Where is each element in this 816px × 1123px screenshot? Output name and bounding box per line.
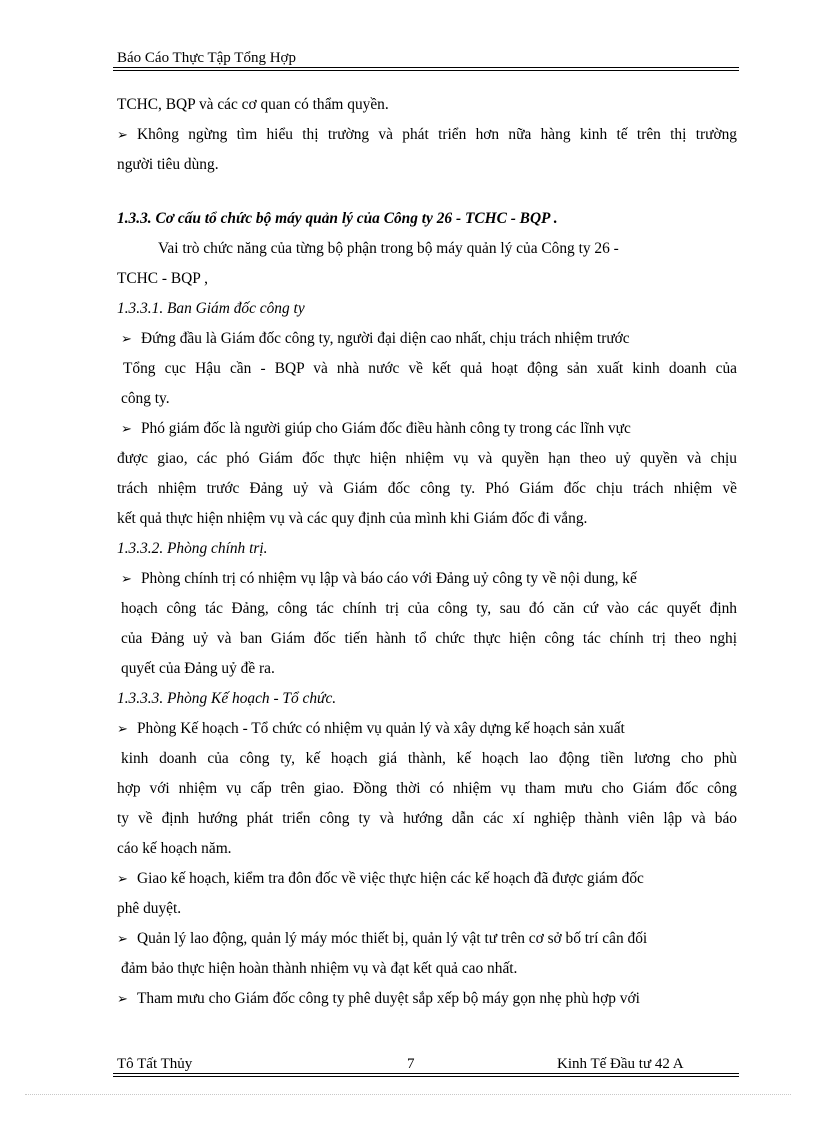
paragraph-line: cáo kế hoạch năm. (117, 840, 232, 857)
bullet-line (117, 984, 640, 1014)
bullet-line (117, 120, 737, 150)
paragraph-line: Phó giám đốc là người giúp cho Giám đốc điều hành công ty trong các lĩnh vực (141, 420, 631, 437)
paragraph-line: Phòng chính trị có nhiệm vụ lập và báo cáo với Đảng uỷ công ty về nội dung, kế (141, 570, 637, 587)
paragraph-line: Vai trò chức năng của từng bộ phận trong bộ máy quản lý của Công ty 26 - (158, 240, 619, 257)
footer-page-number: 7 (407, 1056, 415, 1072)
paragraph-line: kinh doanh của công ty, kế hoạch giá thành, kế hoạch lao động tiền lương cho phù (121, 750, 737, 767)
arrow-bullet-icon: ➢ (117, 992, 128, 1007)
header-rule-top (113, 67, 739, 68)
paragraph-line: Không ngừng tìm hiểu thị trường và phát triển hơn nữa hàng kinh tế trên thị trường (137, 126, 737, 143)
paragraph-line: công ty. (121, 390, 170, 407)
arrow-bullet-icon: ➢ (117, 932, 128, 947)
bullet-line (121, 324, 630, 354)
paragraph-line: người tiêu dùng. (117, 156, 219, 173)
paragraph-line: ty về định hướng phát triển công ty và hướng dẫn các xí nghiệp thành viên lập và báo (117, 810, 737, 827)
section-heading: 1.3.3. Cơ cấu tổ chức bộ máy quản lý của Công ty 26 - TCHC - BQP . (117, 210, 558, 227)
header-title: Báo Cáo Thực Tập Tổng Hợp (117, 50, 296, 66)
bullet-line (117, 714, 625, 744)
footer-rule-bottom (113, 1076, 739, 1077)
paragraph-line: Phòng Kế hoạch - Tổ chức có nhiệm vụ quản lý và xây dựng kế hoạch sản xuất (137, 720, 625, 737)
footer-class: Kinh Tế Đầu tư 42 A (557, 1056, 684, 1072)
paragraph-line: đảm bảo thực hiện hoàn thành nhiệm vụ và đạt kết quả cao nhất. (121, 960, 518, 977)
paragraph-line: Tổng cục Hậu cần - BQP và nhà nước về kết quả hoạt động sản xuất kinh doanh của (123, 360, 737, 377)
arrow-bullet-icon: ➢ (117, 722, 128, 737)
paragraph-line: của Đảng uỷ và ban Giám đốc tiến hành tổ chức thực hiện công tác chính trị theo nghị (121, 630, 737, 647)
bullet-line (117, 864, 644, 894)
arrow-bullet-icon: ➢ (117, 128, 128, 143)
paragraph-line: Quản lý lao động, quản lý máy móc thiết bị, quản lý vật tư trên cơ sở bố trí cân đối (137, 930, 648, 947)
paragraph-line: kết quả thực hiện nhiệm vụ và các quy định của mình khi Giám đốc đi vắng. (117, 510, 588, 527)
footer-author: Tô Tất Thủy (117, 1056, 193, 1072)
arrow-bullet-icon: ➢ (121, 422, 132, 437)
bullet-line (121, 564, 637, 594)
paragraph-line: TCHC - BQP , (117, 270, 208, 287)
paragraph-line: quyết của Đảng uỷ đề ra. (121, 660, 275, 677)
footer-rule-top (113, 1073, 739, 1074)
arrow-bullet-icon: ➢ (121, 572, 132, 587)
bullet-line (117, 924, 647, 954)
paragraph-line: Giao kế hoạch, kiểm tra đôn đốc về việc thực hiện các kế hoạch đã được giám đốc (137, 870, 644, 887)
header-rule-bottom (113, 70, 739, 71)
paragraph-line: TCHC, BQP và các cơ quan có thẩm quyền. (117, 96, 389, 113)
paragraph-line: hợp với nhiệm vụ cấp trên giao. Đồng thời có nhiệm vụ tham mưu cho Giám đốc công (117, 780, 737, 797)
arrow-bullet-icon: ➢ (121, 332, 132, 347)
paragraph-line: Tham mưu cho Giám đốc công ty phê duyệt sắp xếp bộ máy gọn nhẹ phù hợp với (137, 990, 640, 1007)
paragraph-line: được giao, các phó Giám đốc thực hiện nhiệm vụ và quyền hạn theo uỷ quyền và chịu (117, 450, 737, 467)
bullet-line (121, 414, 631, 444)
paragraph-line: Đứng đầu là Giám đốc công ty, người đại diện cao nhất, chịu trách nhiệm trước (141, 330, 630, 347)
paragraph-line: hoạch công tác Đảng, công tác chính trị của công ty, sau đó căn cứ vào các quyết định (121, 600, 737, 617)
paragraph-line: phê duyệt. (117, 900, 182, 917)
page-break-line (25, 1094, 791, 1095)
arrow-bullet-icon: ➢ (117, 872, 128, 887)
subsection-heading: 1.3.3.2. Phòng chính trị. (117, 540, 268, 557)
paragraph-line: trách nhiệm trước Đảng uỷ và Giám đốc công ty. Phó Giám đốc chịu trách nhiệm về (117, 480, 737, 497)
subsection-heading: 1.3.3.3. Phòng Kế hoạch - Tổ chức. (117, 690, 337, 707)
subsection-heading: 1.3.3.1. Ban Giám đốc công ty (117, 300, 305, 317)
